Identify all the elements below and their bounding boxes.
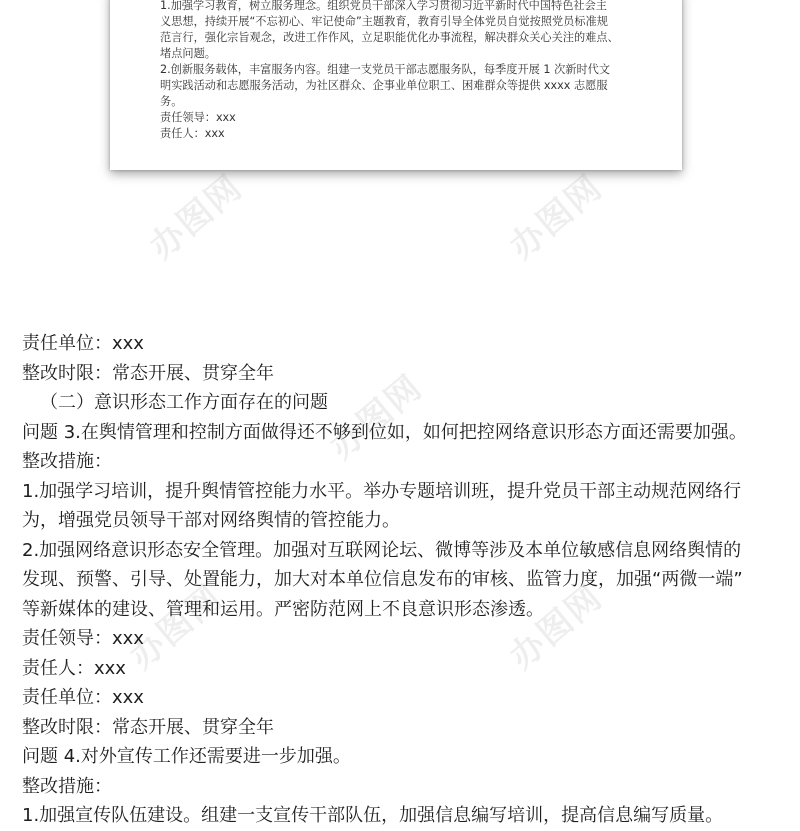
paper-line: 责任人：xxx	[160, 127, 225, 140]
watermark: 办图网	[502, 577, 611, 678]
responsible-person: 责任人：xxx	[22, 657, 126, 679]
document-body	[22, 329, 782, 831]
measure-text: 发现、预警、引导、处置能力，加大对本单位信息发布的审核、监管力度，加强“两微一端”	[22, 569, 743, 590]
paper-line: 责任领导：xxx	[160, 111, 236, 124]
watermark: 办图网	[122, 577, 231, 678]
section-heading: （二）意识形态工作方面存在的问题	[40, 392, 328, 413]
paper-line: 2.创新服务载体，丰富服务内容。组建一支党员干部志愿服务队，每季度开展 1 次新时代文	[160, 63, 611, 76]
measure-text: 等新媒体的建设、管理和运用。严密防范网上不良意识形态渗透。	[22, 598, 544, 620]
paper-text	[160, 0, 640, 142]
paper-line: 堵点问题。	[160, 47, 216, 60]
measures-heading: 整改措施：	[22, 775, 112, 797]
problem-title: 问题 4.对外宣传工作还需要进一步加强。	[22, 746, 351, 767]
responsible-unit: 责任单位：xxx	[22, 333, 144, 354]
measure-text: 1.加强学习培训，提升舆情管控能力水平。举办专题培训班，提升党员干部主动规范网络行	[22, 480, 742, 502]
paper-preview	[110, 0, 682, 170]
measure-text: 2.加强网络意识形态安全管理。加强对互联网论坛、微博等涉及本单位敏感信息网络舆情的	[22, 539, 742, 561]
deadline: 整改时限：常态开展、贯穿全年	[22, 362, 274, 384]
watermark: 办图网	[502, 167, 611, 268]
paper-line: 明实践活动和志愿服务活动，为社区群众、企事业单位职工、困难群众等提供 xxxx 志愿服	[160, 79, 608, 92]
measure-text: 1.加强宣传队伍建设。组建一支宣传干部队伍，加强信息编写培训，提高信息编写质量。	[22, 805, 724, 826]
measures-heading: 整改措施：	[22, 451, 112, 472]
responsible-unit: 责任单位：xxx	[22, 687, 144, 708]
measure-text: 为，增强党员领导干部对网络舆情的管控能力。	[22, 510, 400, 531]
paper-line: 务。	[160, 95, 183, 108]
problem-title: 问题 3.在舆情管理和控制方面做得还不够到位如，如何把控网络意识形态方面还需要加强。	[22, 421, 747, 443]
paper-line: 义思想，持续开展“不忘初心、牢记使命”主题教育，教育引导全体党员自觉按照党员标准规	[160, 15, 608, 28]
watermark: 办图网	[142, 167, 251, 268]
watermark: 办图网	[322, 367, 431, 468]
deadline: 整改时限：常态开展、贯穿全年	[22, 716, 274, 738]
paper-line: 范言行，强化宗旨观念，改进工作作风，立足职能优化办事流程，解决群众关心关注的难点、	[160, 31, 619, 44]
paper-line: 1.加强学习教育，树立服务理念。组织党员干部深入学习贯彻习近平新时代中国特色社会主	[160, 0, 607, 12]
responsible-leader: 责任领导：xxx	[22, 628, 144, 649]
